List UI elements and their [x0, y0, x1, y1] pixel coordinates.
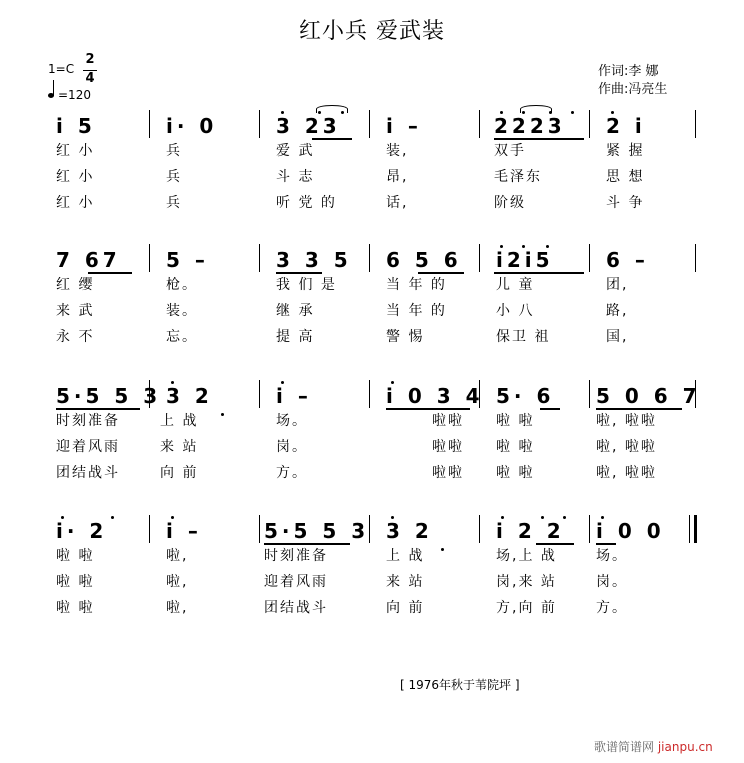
lyric-verse-1: 啦 啦: [496, 413, 535, 429]
lyric-verse-2: 迎着风雨: [264, 574, 328, 590]
measure-notes: i –: [386, 114, 422, 138]
lyric-verse-3: 方,向 前: [496, 600, 557, 616]
barline: [589, 244, 590, 272]
lyricist-credit: 作词:李 娜: [598, 64, 659, 79]
lyric-verse-3: 兵: [166, 195, 182, 211]
lyric-verse-1: 啦, 啦啦: [596, 413, 657, 429]
high-octave-dot: [111, 516, 114, 519]
barline: [589, 110, 590, 138]
lyric-verse-3: 阶级: [494, 195, 526, 211]
lyric-verse-1: 爱 武: [276, 143, 315, 159]
measure-notes: 5 0 6 7: [596, 384, 701, 408]
measure-notes: 3 3 5: [276, 248, 352, 272]
measure-notes: 3 2: [386, 519, 433, 543]
lyric-verse-3: 方。: [276, 465, 308, 481]
barline: [589, 380, 590, 408]
measure-notes: i· 2: [56, 519, 108, 543]
lyric-verse-2: 啦啦: [432, 439, 464, 455]
high-octave-dot: [611, 111, 614, 114]
lyric-verse-1: 兵: [166, 143, 182, 159]
lyric-verse-1: 装,: [386, 143, 409, 159]
watermark-site-name: 歌谱简谱网: [594, 740, 655, 754]
high-octave-dot: [171, 516, 174, 519]
high-octave-dot: [541, 516, 544, 519]
lyric-verse-1: 时刻准备: [56, 413, 120, 429]
measure-notes: i 0 3 4: [386, 384, 484, 408]
date-note: [ 1976年秋于苇院坪 ]: [400, 678, 520, 692]
measure-notes: 3 23: [276, 114, 341, 138]
lyric-verse-1: 上 战: [160, 413, 199, 429]
lyric-verse-2: 岗,来 站: [496, 574, 557, 590]
high-octave-dot: [61, 516, 64, 519]
measure-notes: i 5: [56, 114, 96, 138]
lyric-verse-3: 听 党 的: [276, 195, 337, 211]
beam-underline: [88, 272, 132, 274]
lyric-verse-2: 来 武: [56, 303, 95, 319]
barline: [259, 244, 260, 272]
high-octave-dot: [501, 516, 504, 519]
barline: [259, 515, 260, 543]
lyric-verse-3: 斗 争: [606, 195, 645, 211]
lyric-verse-2: 思 想: [606, 169, 645, 185]
lyric-verse-3: 警 惕: [386, 329, 425, 345]
time-signature-top: 2: [85, 52, 95, 67]
lyric-verse-1: 红 小: [56, 143, 95, 159]
tempo-marking: =120: [58, 88, 91, 102]
barline: [149, 515, 150, 543]
barline: [589, 515, 590, 543]
barline: [259, 110, 260, 138]
high-octave-dot: [391, 516, 394, 519]
measure-notes: 5·5 5 3: [264, 519, 370, 543]
lyric-verse-3: 团结战斗: [264, 600, 328, 616]
measure-notes: 5· 6: [496, 384, 555, 408]
low-octave-dot: [441, 548, 444, 551]
final-barline-thin: [689, 515, 690, 543]
lyric-verse-1: 场。: [276, 413, 308, 429]
lyric-verse-2: 岗。: [276, 439, 308, 455]
lyric-verse-3: 向 前: [160, 465, 199, 481]
lyric-verse-1: 我 们 是: [276, 277, 337, 293]
lyric-verse-1: 上 战: [386, 548, 425, 564]
lyric-verse-3: 永 不: [56, 329, 95, 345]
music-system-2: [0, 242, 744, 352]
high-octave-dot: [281, 111, 284, 114]
measure-notes: i 0 0: [596, 519, 665, 543]
measure-notes: 6 –: [606, 248, 649, 272]
measure-notes: i2i5: [496, 248, 554, 272]
barline: [479, 110, 480, 138]
measure-notes: i –: [276, 384, 312, 408]
lyric-verse-2: 啦 啦: [56, 574, 95, 590]
lyric-verse-3: 啦,: [166, 600, 189, 616]
high-octave-dot: [391, 381, 394, 384]
measure-notes: 3 2: [166, 384, 213, 408]
tie-mark: [520, 105, 552, 113]
high-octave-dot: [171, 381, 174, 384]
lyric-verse-3: 国,: [606, 329, 629, 345]
lyric-verse-2: 岗。: [596, 574, 628, 590]
lyric-verse-2: 来 站: [386, 574, 425, 590]
high-octave-dot: [563, 516, 566, 519]
high-octave-dot: [500, 245, 503, 248]
music-system-4: [0, 513, 744, 623]
lyric-verse-1: 紧 握: [606, 143, 645, 159]
lyric-verse-1: 啦,: [166, 548, 189, 564]
barline: [479, 244, 480, 272]
measure-notes: i· 0: [166, 114, 218, 138]
lyric-verse-1: 枪。: [166, 277, 198, 293]
watermark-domain: jianpu.cn: [657, 740, 713, 754]
lyric-verse-2: 路,: [606, 303, 629, 319]
lyric-verse-1: 场,上 战: [496, 548, 557, 564]
barline: [479, 515, 480, 543]
barline: [369, 110, 370, 138]
tie-mark: [316, 105, 348, 113]
lyric-verse-1: 啦 啦: [56, 548, 95, 564]
barline: [369, 244, 370, 272]
lyric-verse-2: 来 站: [160, 439, 199, 455]
lyric-verse-3: 方。: [596, 600, 628, 616]
lyric-verse-3: 团结战斗: [56, 465, 120, 481]
barline: [259, 380, 260, 408]
lyric-verse-1: 啦啦: [432, 413, 464, 429]
barline: [149, 110, 150, 138]
music-system-1: [0, 108, 744, 218]
high-octave-dot: [500, 111, 503, 114]
lyric-verse-3: 啦 啦: [56, 600, 95, 616]
lyric-verse-2: 兵: [166, 169, 182, 185]
measure-notes: 5·5 5 3: [56, 384, 162, 408]
high-octave-dot: [546, 245, 549, 248]
lyric-verse-2: 毛泽东: [494, 169, 542, 185]
lyric-verse-1: 红 缨: [56, 277, 95, 293]
lyric-verse-3: 话,: [386, 195, 409, 211]
low-octave-dot: [221, 413, 224, 416]
measure-notes: 7 67: [56, 248, 121, 272]
lyric-verse-1: 时刻准备: [264, 548, 328, 564]
lyric-verse-2: 斗 志: [276, 169, 315, 185]
lyric-verse-1: 双手: [494, 143, 526, 159]
lyric-verse-2: 红 小: [56, 169, 95, 185]
quarter-note-icon: [48, 93, 54, 98]
lyric-verse-2: 小 八: [496, 303, 535, 319]
lyric-verse-2: 啦, 啦啦: [596, 439, 657, 455]
watermark: [594, 738, 713, 755]
high-octave-dot: [571, 111, 574, 114]
lyric-verse-3: 提 高: [276, 329, 315, 345]
barline: [695, 110, 696, 138]
high-octave-dot: [601, 516, 604, 519]
measure-notes: 6 5 6: [386, 248, 462, 272]
lyric-verse-1: 场。: [596, 548, 628, 564]
lyric-verse-1: 团,: [606, 277, 629, 293]
lyric-verse-3: 啦 啦: [496, 465, 535, 481]
barline: [695, 244, 696, 272]
lyric-verse-1: 当 年 的: [386, 277, 447, 293]
time-signature-bottom: 4: [85, 71, 95, 86]
lyric-verse-3: 啦啦: [432, 465, 464, 481]
measure-notes: 2223: [494, 114, 566, 138]
lyric-verse-2: 啦,: [166, 574, 189, 590]
composer-credit: 作曲:冯亮生: [598, 82, 668, 97]
measure-notes: 5 –: [166, 248, 209, 272]
measure-notes: i 2 2: [496, 519, 565, 543]
lyric-verse-2: 装。: [166, 303, 198, 319]
lyric-verse-2: 昂,: [386, 169, 409, 185]
beam-underline: [540, 408, 560, 410]
barline: [369, 380, 370, 408]
lyric-verse-3: 忘。: [166, 329, 198, 345]
beam-underline: [312, 138, 352, 140]
music-system-3: [0, 378, 744, 488]
song-title: 红小兵 爱武装: [299, 19, 445, 44]
high-octave-dot: [281, 381, 284, 384]
measure-notes: 2 i: [606, 114, 646, 138]
high-octave-dot: [522, 245, 525, 248]
lyric-verse-3: 红 小: [56, 195, 95, 211]
lyric-verse-2: 当 年 的: [386, 303, 447, 319]
lyric-verse-3: 向 前: [386, 600, 425, 616]
lyric-verse-2: 啦 啦: [496, 439, 535, 455]
lyric-verse-2: 迎着风雨: [56, 439, 120, 455]
lyric-verse-1: 儿 童: [496, 277, 535, 293]
lyric-verse-3: 保卫 祖: [496, 329, 551, 345]
lyric-verse-3: 啦, 啦啦: [596, 465, 657, 481]
key-signature: 1=C: [48, 62, 75, 76]
final-barline-thick: [694, 515, 697, 543]
measure-notes: i –: [166, 519, 202, 543]
lyric-verse-2: 继 承: [276, 303, 315, 319]
barline: [149, 244, 150, 272]
